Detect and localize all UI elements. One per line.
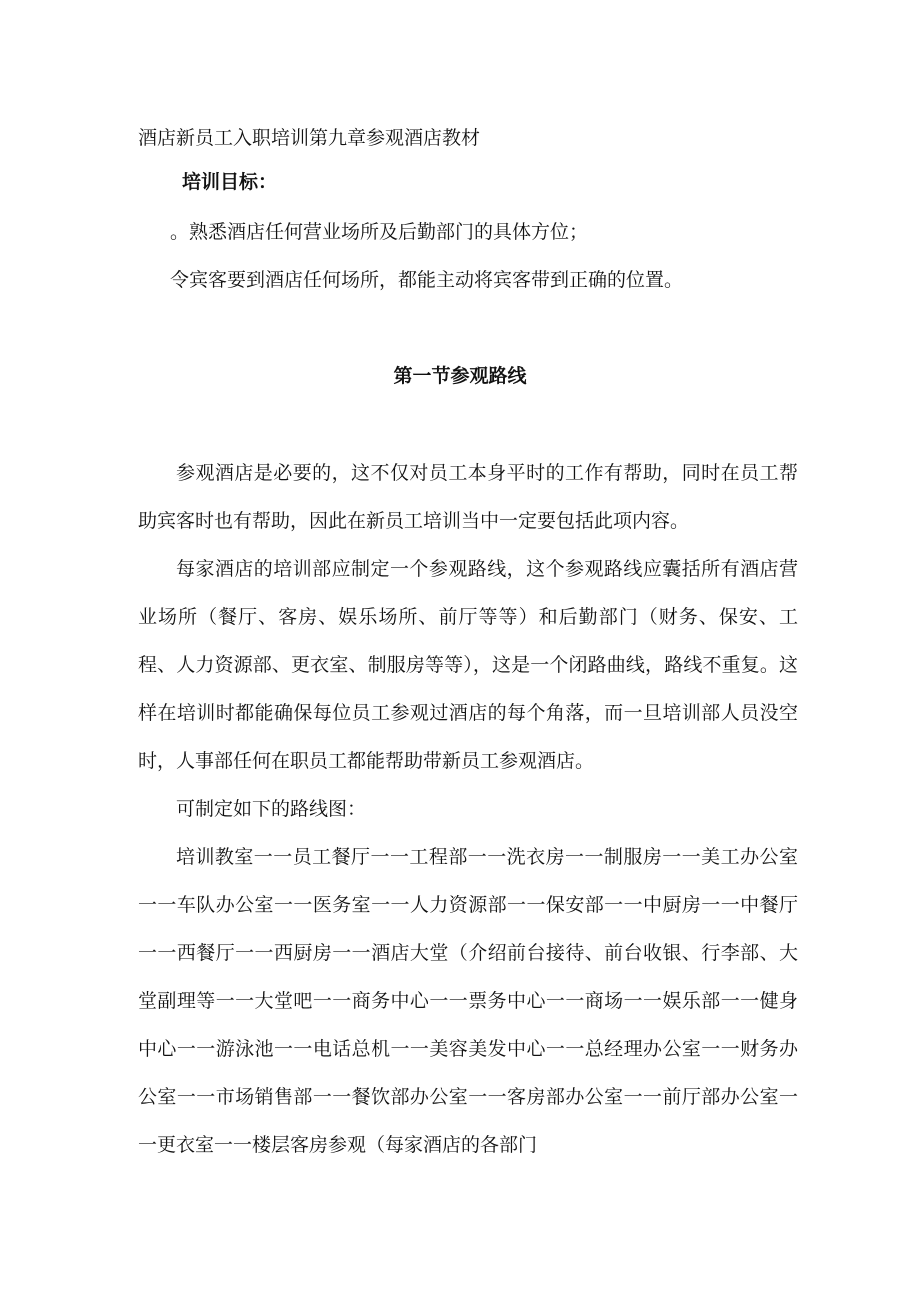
paragraph-1: 参观酒店是必要的，这不仅对员工本身平时的工作有帮助，同时在员工帮助宾客时也有帮助，因此在新员工培训当中一定要包括此项内容。 [138,462,798,532]
paragraph-1-block [138,449,798,545]
route-paragraph: 培训教室一一员工餐厅一一工程部一一洗衣房一一制服房一一美工办公室一一车队办公室一一医务室一一人力资源部一一保安部一一中厨房一一中餐厅一一西餐厅一一西厨房一一酒店大堂（介绍前台接待、前台收银、行李部、大堂副理等一一大堂吧一一商务中心一一票务中心一一商场一一娱乐部一一健身中心一一游泳池一一电话总机一一美容美发中心一一总经理办公室一一财务办公室一一市场销售部一一餐饮部办公室一一客房部办公室一一前厅部办公室一一更衣室一一楼层客房参观（每家酒店的各部门 [138,846,798,1156]
paragraph-2: 每家酒店的培训部应制定一个参观路线，这个参观路线应囊括所有酒店营业场所（餐厅、客房、娱乐场所、前厅等等）和后勤部门（财务、保安、工程、人力资源部、更衣室、制服房等等），这是一个闭路曲线，路线不重复。这样在培训时都能确保每位员工参观过酒店的每个角落，而一旦培训部人员没空时，人事部任何在职员工都能帮助带新员工参观酒店。 [138,558,798,772]
paragraph-4-block [138,833,798,1169]
section-title: 第一节参观路线 [393,365,527,387]
paragraph-2-block [138,545,798,785]
objective-item-1: 。熟悉酒店任何营业场所及后勤部门的具体方位； [170,221,589,243]
paragraph-3-block [138,785,798,833]
objectives-heading: 培训目标： [182,171,278,193]
paragraph-3: 可制定如下的路线图： [176,798,367,820]
objective-item-2: 令宾客要到酒店任何场所，都能主动将宾客带到正确的位置。 [170,269,684,291]
document-title: 酒店新员工入职培训第九章参观酒店教材 [138,127,481,149]
